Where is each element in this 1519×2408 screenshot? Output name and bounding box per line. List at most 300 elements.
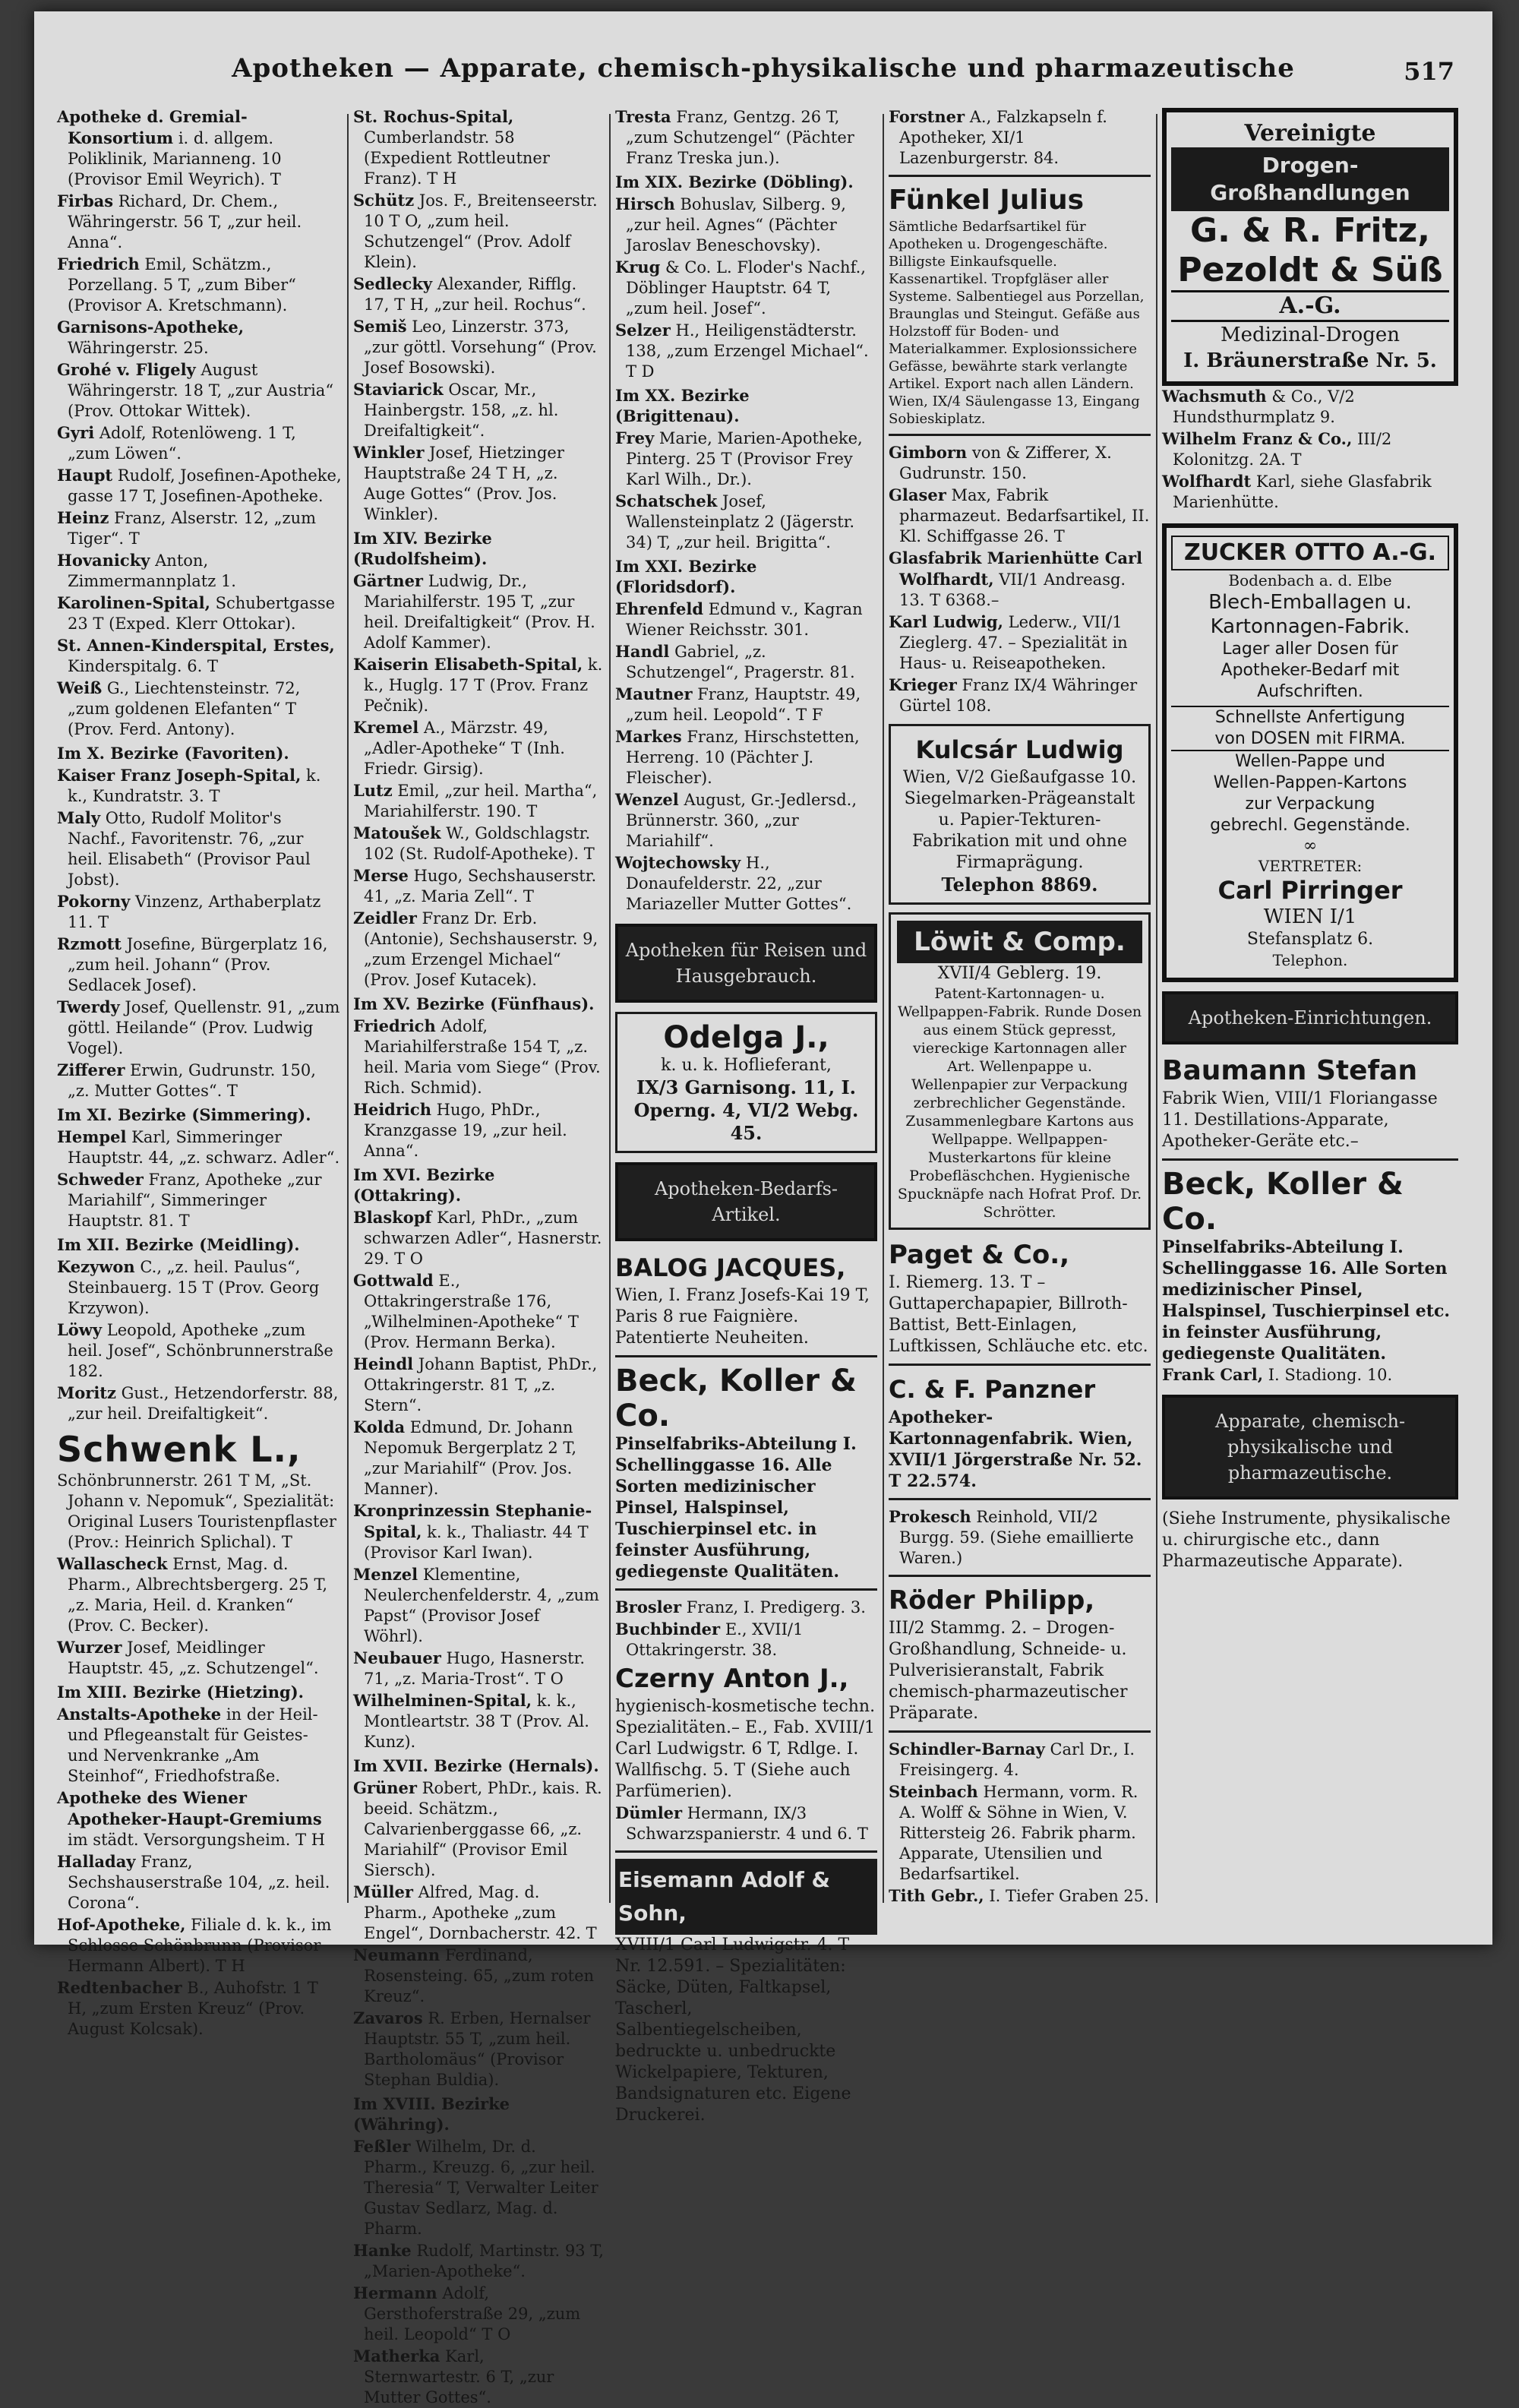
ad-line: A.-G.: [1171, 290, 1449, 322]
listing-details: Carl Dr., I. Freisingerg. 4.: [899, 1740, 1135, 1779]
listing-entry: [889, 1781, 1151, 1885]
listing-name: Dümler: [615, 1803, 683, 1822]
listing-details: Karl, siehe Glasfabrik Marienhütte.: [1173, 472, 1432, 511]
listing-entry: [57, 1383, 342, 1424]
divider: [615, 1588, 877, 1591]
listing-details: Ernst, Mag. d. Pharm., Albrechtsbergerg. 25 T, „z. Maria, Heil. d. Kranken“ (Prov. C. Becker).: [68, 1555, 328, 1635]
listing-entry: [615, 491, 877, 553]
listing-entry: [889, 1739, 1151, 1781]
listing-name: Apotheke des Wiener Apotheker-Haupt-Gremiums: [57, 1788, 322, 1828]
ad-text: III/2 Stammg. 2. – Drogen-Großhandlung, Schneide- u. Pulverisieranstalt, Fabrik chemisch-pharmazeutischer Präparate.: [889, 1619, 1128, 1723]
listing-entry: [57, 1787, 342, 1850]
ad-line: I. Bräunerstraße Nr. 5.: [1183, 349, 1437, 372]
ad-line: Apotheker-Bedarf mit: [1221, 661, 1400, 680]
entry-list: [615, 1597, 877, 1661]
listing-details: Josef, Quellenstr. 91, „zum göttl. Heilande“ (Prov. Ludwig Vogel).: [68, 998, 340, 1057]
listing-entry: [57, 317, 342, 359]
listing-entry: [57, 191, 342, 253]
ad-kulcsar: [889, 724, 1151, 905]
listing-details: W., Goldschlagstr. 102 (St. Rudolf-Apotheke). T: [364, 824, 595, 863]
listing-details: Josef, Meidlinger Hauptstr. 45, „z. Schutzengel“.: [68, 1639, 319, 1677]
column-3: [615, 106, 877, 2125]
district-heading: Im XX. Bezirke (Brigittenau).: [615, 386, 750, 425]
listing-name: Heinz: [57, 508, 109, 527]
ad-eisemann: [615, 1859, 877, 2126]
listing-name: Grüner: [353, 1778, 417, 1797]
listing-details: Erwin, Gudrunstr. 150, „z. Mutter Gottes“. T: [68, 1061, 316, 1100]
listing-name: Matherka: [353, 2346, 441, 2365]
listing-name: Anstalts-Apotheke: [57, 1705, 222, 1724]
ad-title: C. & F. Panzner: [889, 1375, 1096, 1404]
listing-details: Emil, Schätzm., Porzellang. 5 T, „zum Biber“ (Provisor A. Kretschmann).: [68, 255, 296, 314]
listing-name: Wojtechowsky: [615, 853, 741, 872]
listing-name: Forstner: [889, 107, 965, 126]
entry-list: [57, 106, 342, 740]
listing-details: Schönbrunnerstr. 261 T M, „St. Johann v. Nepomuk“, Spezialität: Original Lusers Touristenpflaster (Prov.: Heinrich Splichal). T: [57, 1471, 336, 1551]
listing-details: Hermann, IX/3 Schwarzspanierstr. 4 und 6. T: [626, 1804, 868, 1843]
divider: [889, 1575, 1151, 1577]
listing-name: Moritz: [57, 1383, 116, 1402]
listing-name: Karl Ludwig,: [889, 612, 1003, 631]
listing-entry: [57, 593, 342, 634]
listing-details: in der Heil- und Pflegeanstalt für Geistes- und Nervenkranke „Am Steinhof“, Friedhofstraße.: [68, 1705, 318, 1785]
listing-details: Leo, Linzerstr. 373, „zur göttl. Vorsehung“ (Prov. Josef Bosowski).: [364, 318, 597, 377]
listing-name: Maly: [57, 808, 101, 827]
listing-entry: [353, 823, 604, 864]
listing-details: Schubertgasse 23 T (Exped. Klerr Ottokar).: [68, 594, 336, 633]
listing-details: Franz, Hirschstetten, Herreng. 10 (Pächter J. Fleischer).: [626, 728, 860, 787]
entry-list: [889, 106, 1151, 169]
district-heading: Im XI. Bezirke (Simmering).: [57, 1105, 311, 1124]
district-heading: Im XVIII. Bezirke (Währing).: [353, 2094, 510, 2134]
district-heading: Im XV. Bezirke (Fünfhaus).: [353, 994, 595, 1013]
listing-name: Grohé v. Fligely: [57, 360, 196, 379]
ad-title: Röder Philipp,: [889, 1585, 1095, 1616]
listing-details: Franz, Sechshauserstraße 104, „z. heil. Corona“.: [68, 1853, 330, 1912]
entry-list: [353, 570, 604, 991]
listing-entry: [57, 934, 342, 996]
district-heading: Im XII. Bezirke (Meidling).: [57, 1235, 300, 1254]
column-rule: [347, 114, 349, 1903]
listing-name: Heindl: [353, 1354, 414, 1373]
ad-balog: [615, 1250, 877, 1349]
listing-details: Adolf, Gersthoferstraße 29, „zum heil. Leopold“ T O: [364, 2284, 581, 2343]
listing-details: Max, Fabrik pharmazeut. Bedarfsartikel, II. Kl. Schiffgasse 26. T: [899, 486, 1150, 545]
listing-name: St. Annen-Kinderspital, Erstes,: [57, 636, 335, 655]
listing-entry: [353, 654, 604, 716]
ad-title: Fünkel Julius: [889, 185, 1085, 216]
listing-entry: [57, 1553, 342, 1636]
listing-details: Edmund v., Kagran Wiener Reichsstr. 301.: [626, 600, 863, 639]
listing-details: Karl, PhDr., „zum schwarzen Adler“, Hasnerstr. 29. T O: [364, 1209, 602, 1268]
listing-name: Feßler: [353, 2137, 411, 2156]
listing-entry: [57, 465, 342, 507]
listing-name: Menzel: [353, 1565, 418, 1584]
ad-title: Odelga J.,: [663, 1020, 829, 1055]
ad-line: IX/3 Garnisong. 11, I. Operng. 4, VI/2 Webg. 45.: [633, 1076, 859, 1144]
listing-entry: [353, 780, 604, 822]
listing-details: k. k., Thaliastr. 44 T (Provisor Karl Iwan).: [364, 1523, 589, 1562]
entry-list: [615, 106, 877, 169]
ad-title: Eisemann Adolf & Sohn,: [615, 1859, 877, 1935]
section-banner: Apotheken für Reisen und Hausgebrauch.: [615, 924, 877, 1003]
entry-list: [889, 442, 1151, 716]
ad-line: Medizinal-Drogen: [1220, 324, 1401, 346]
listing-details: Filiale d. k. k., im Schlosse Schönbrunn (Provisor Hermann Albert). T H: [68, 1916, 332, 1975]
listing-details: I. Stadiong. 10.: [1268, 1366, 1393, 1384]
listing-name: Sedlecky: [353, 274, 433, 293]
listing-entry: [353, 2283, 604, 2345]
listing-details: Franz Dr. Erb. (Antonie), Sechshauserstr. 9, „zum Erzengel Michael“ (Prov. Josef Kutacek).: [364, 909, 598, 989]
listing-details: Leopold, Apotheke „zum heil. Josef“, Schönbrunnerstraße 182.: [68, 1321, 333, 1380]
listing-entry: [57, 254, 342, 316]
ad-line: gebrechl. Gegenstände.: [1210, 816, 1410, 835]
column-5: [1162, 106, 1458, 1910]
listing-details: Hermann, vorm. R. A. Wolff & Söhne in Wien, V. Rittersteig 26. Fabrik pharm. Apparate, Utensilien und Bedarfsartikel.: [899, 1783, 1138, 1883]
listing-entry: [57, 1470, 342, 1553]
listing-name: Karolinen-Spital,: [57, 593, 210, 612]
listing-entry: [615, 194, 877, 256]
divider: [615, 1850, 877, 1853]
listing-details: Reinhold, VII/2 Burgg. 59. (Siehe emaillierte Waren.): [899, 1508, 1134, 1567]
listing-name: St. Rochus-Spital,: [353, 107, 514, 126]
entry-list: [1162, 386, 1458, 513]
section-banner: Apotheken-Bedarfs-Artikel.: [615, 1162, 877, 1241]
listing-entry: [889, 442, 1151, 484]
district-heading: Im XIV. Bezirke (Rudolfsheim).: [353, 529, 492, 568]
listing-name-large: Schwenk L.,: [57, 1429, 302, 1470]
divider: [889, 175, 1151, 177]
listing-name: Markes: [615, 727, 682, 746]
entry-list: [353, 1207, 604, 1752]
listing-entry: [353, 106, 604, 189]
entry-list: [615, 428, 877, 553]
listing-name: Semiš: [353, 317, 407, 336]
ad-text: Fabrik Wien, VIII/1 Floriangasse 11. Destillations-Apparate, Apotheker-Geräte etc.–: [1162, 1089, 1438, 1151]
listing-name: Tresta: [615, 107, 671, 126]
divider: [889, 1498, 1151, 1500]
section-banner: Apparate, chemisch-physikalische und pharmazeutische.: [1162, 1395, 1458, 1499]
listing-entry: [57, 765, 342, 807]
listing-name: Twerdy: [57, 997, 120, 1016]
listing-entry: [57, 635, 342, 677]
listing-entry: [57, 1851, 342, 1913]
divider: [615, 1355, 877, 1357]
listing-name: Pokorny: [57, 892, 131, 911]
ad-roder: [889, 1583, 1151, 1724]
listing-entry: [889, 1506, 1151, 1569]
ad-line: Drogen-Großhandlungen: [1171, 147, 1449, 211]
listing-details: Adolf, Mariahilferstraße 154 T, „z. heil. Maria vom Siege“ (Prov. Rich. Schmid).: [364, 1017, 601, 1097]
listing-details: Anton, Zimmermannplatz 1.: [68, 551, 236, 590]
listing-name: Hermann: [353, 2283, 437, 2302]
listing-entry: [57, 1127, 342, 1168]
ad-text: Apotheker-Kartonnagenfabrik. Wien, XVII/1 Jörgerstraße Nr. 52. T 22.574.: [889, 1408, 1142, 1491]
listing-name: Krug: [615, 258, 661, 277]
ad-line: Stefansplatz 6.: [1246, 930, 1374, 949]
listing-entry: [1162, 1364, 1458, 1386]
ad-odelga: [615, 1012, 877, 1153]
listing-name: Neumann: [353, 1945, 441, 1964]
ad-text: Wien, V/2 Gießaufgasse 10. Siegelmarken-Prägeanstalt u. Papier-Tekturen-Fabrikation mit und ohne Firmaprägung.: [902, 768, 1137, 872]
listing-details: Emil, „zur heil. Martha“, Mariahilferstr. 190. T: [364, 782, 598, 820]
listing-details: R. Erben, Hernalser Hauptstr. 55 T, „zum heil. Bartholomäus“ (Provisor Stephan Buldia).: [364, 2009, 591, 2089]
ad-baumann: [1162, 1054, 1458, 1152]
listing-details: Franz, Alserstr. 12, „zum Tiger“. T: [68, 509, 317, 548]
listing-name: Kezywon: [57, 1257, 135, 1276]
listing-name: Weiß: [57, 678, 103, 697]
listing-name: Haupt: [57, 466, 113, 485]
ad-line: Aufschriften.: [1257, 682, 1363, 701]
listing-details: August Währingerstr. 18 T, „zur Austria“ (Prov. Ottokar Wittek).: [68, 361, 334, 420]
listing-entry: [57, 1169, 342, 1231]
entry-list: [57, 1704, 342, 2040]
ad-line: k. u. k. Hoflieferant,: [661, 1056, 832, 1075]
section-banner: Apotheken-Einrichtungen.: [1162, 991, 1458, 1044]
listing-name: Buchbinder: [615, 1620, 721, 1639]
ad-line: zur Verpackung: [1245, 795, 1375, 814]
listing-name: Gimborn: [889, 443, 968, 462]
listing-entry: [353, 1417, 604, 1499]
listing-name: Kremel: [353, 718, 419, 737]
listing-entry: [353, 908, 604, 991]
listing-details: Edmund, Dr. Johann Nepomuk Bergerplatz 2 T, „zur Mariahilf“ (Prov. Jos. Manner).: [364, 1418, 577, 1498]
listing-entry: [57, 1914, 342, 1977]
ad-beck-koller: [615, 1364, 877, 1582]
listing-name: Gottwald: [353, 1271, 434, 1290]
listing-details: Jos. F., Breitenseerstr. 10 T O, „zum heil. Schutzengel“ (Prov. Adolf Klein).: [364, 191, 598, 271]
listing-entry: [57, 422, 342, 464]
listing-name: Glaser: [889, 485, 946, 504]
listing-entry: [353, 570, 604, 653]
divider: [889, 1364, 1151, 1366]
listing-name: Friedrich: [57, 254, 140, 273]
listing-name: Heidrich: [353, 1100, 431, 1119]
ad-czerny: [615, 1661, 877, 1803]
listing-name: Steinbach: [889, 1782, 978, 1801]
listing-details: Cumberlandstr. 58 (Expedient Rottleutner Franz). T H: [364, 128, 550, 188]
listing-entry: [353, 2008, 604, 2090]
listing-details: Karl, Sternwartestr. 6 T, „zur Mutter Gottes“.: [364, 2347, 554, 2406]
listing-name: Brosler: [615, 1597, 682, 1616]
listing-details: Josef, Hietzinger Hauptstraße 24 T H, „z. Auge Gottes“ (Prov. Jos. Winkler).: [364, 444, 564, 523]
district-heading: Im XVI. Bezirke (Ottakring).: [353, 1165, 495, 1205]
listing-name: Zifferer: [57, 1060, 125, 1079]
listing-entry: [57, 359, 342, 422]
listing-details: & Co. L. Floder's Nachf., Döblinger Hauptstr. 64 T, „zum heil. Josef“.: [626, 258, 866, 318]
ad-title: Kulcsár Ludwig: [915, 735, 1124, 764]
listing-name: Matoušek: [353, 823, 441, 842]
listing-details: & Co., V/2 Hundsthurmplatz 9.: [1173, 387, 1355, 426]
listing-details: k. k., Kundratstr. 3. T: [68, 766, 321, 805]
listing-entry: [889, 548, 1151, 611]
district-heading: Im XIX. Bezirke (Döbling).: [615, 172, 854, 191]
listing-name: Firbas: [57, 191, 114, 210]
ad-beck-koller-2: [1162, 1167, 1458, 1364]
listing-details: Hugo, PhDr., Kranzgasse 19, „zur heil. Anna“.: [364, 1101, 567, 1160]
listing-entry: [353, 1207, 604, 1269]
listing-details: Gabriel, „z. Schutzengel“, Pragerstr. 81.: [626, 643, 855, 681]
listing-details: Wilhelm, Dr. d. Pharm., Kreuzg. 6, „zur heil. Theresia“ T, Verwalter Leiter Gustav Sedlarz, Mag. d. Pharm.: [364, 2138, 598, 2238]
listing-details: C., „z. heil. Paulus“, Steinbauerg. 15 T (Prov. Georg Krzywon).: [68, 1258, 320, 1317]
listing-entry: [1162, 428, 1458, 470]
ad-title: Beck, Koller & Co.: [615, 1364, 857, 1433]
listing-name: Schütz: [353, 191, 415, 210]
listing-details: Währingerstr. 25.: [68, 339, 209, 357]
listing-details: Franz IX/4 Währinger Gürtel 108.: [899, 676, 1138, 715]
listing-details: A., Märzstr. 49, „Adler-Apotheke“ T (Inh. Friedr. Girsig).: [364, 719, 565, 778]
ad-title: ZUCKER OTTO A.-G.: [1171, 536, 1449, 570]
ad-line: VERTRETER:: [1258, 857, 1363, 875]
ad-line: Vereinigte: [1244, 120, 1376, 147]
listing-entry: [353, 442, 604, 525]
ad-title: Baumann Stefan: [1162, 1055, 1418, 1086]
entry-list: [615, 599, 877, 915]
listing-entry: [353, 1882, 604, 1944]
ad-text: Sämtliche Bedarfsartikel für Apotheken u. Drogengeschäfte. Billigste Einkaufsquelle. Kassenartikel. Tropfgläser aller Systeme. Salbentiegel aus Porzellan, Braunglas und Steingut. Gefäße aus Holzstoff für Boden- und Materialkammer. Explosionssichere Gefässe, bewährte stark verlangte Artikel. Export nach allen Ländern. Wien, IX/4 Säulengasse 13, Eingang Sobieskiplatz.: [889, 219, 1145, 427]
listing-entry: [615, 789, 877, 852]
ad-text: Wien, I. Franz Josefs-Kai 19 T, Paris 8 rue Faignière. Patentierte Neuheiten.: [615, 1286, 870, 1348]
listing-entry: [57, 550, 342, 592]
listing-name: Krieger: [889, 675, 957, 694]
listing-name: Prokesch: [889, 1507, 971, 1526]
listing-entry: [1162, 386, 1458, 428]
listing-entry: [57, 1256, 342, 1319]
listing-details: Alfred, Mag. d. Pharm., Apotheke „zum Engel“, Dornbacherstr. 42. T: [364, 1883, 597, 1942]
listing-entry: [353, 1690, 604, 1752]
listing-entry: [889, 1885, 1151, 1907]
listing-name: Wilhelminen-Spital,: [353, 1691, 532, 1710]
listing-name: Kolda: [353, 1417, 406, 1436]
ad-line: Wellen-Pappe und: [1235, 752, 1385, 771]
ad-title: BALOG JACQUES,: [615, 1253, 846, 1282]
listing-entry: [615, 726, 877, 788]
ad-text: Patent-Kartonnagen- u. Wellpappen-Fabrik. Runde Dosen aus einem Stück gepresst, viereckige Kartonnagen aller Art. Wellenpappe u. Wellenpapier zur Verpackung zerbrechlicher Gegenstände. Zusammenlegbare Kartons aus Wellpappe. Wellpappen-Musterkartons für kleine Probefläschchen. Hygienische Spucknäpfe nach Hofrat Prof. Dr. Schrötter.: [897, 985, 1142, 1221]
listing-entry: [353, 1564, 604, 1647]
listing-entry: [1162, 471, 1458, 513]
listing-entry: [353, 1099, 604, 1161]
entry-list: [353, 1778, 604, 2090]
listing-entry: [353, 865, 604, 907]
ad-panzner: [889, 1372, 1151, 1492]
listing-name: Lutz: [353, 781, 393, 800]
column-rule: [1156, 114, 1157, 1903]
listing-details: August, Gr.-Jedlersd., Brünnerstr. 360, „zur Mariahilf“.: [626, 791, 857, 850]
listing-name: Zavaros: [353, 2008, 423, 2027]
ad-text: XVIII/1 Carl Ludwigstr. 4. T Nr. 12.591. – Spezialitäten: Säcke, Düten, Faltkapsel, Tascherl, Salbentiegelscheiben, bedruckte u. unbedruckte Wickelpapiere, Tekturen, Bandsignaturen etc. Eigene Druckerei.: [615, 1936, 851, 2125]
entry-list: [353, 1016, 604, 1161]
listing-name: Hof-Apotheke,: [57, 1915, 186, 1934]
listing-name: Winkler: [353, 443, 425, 462]
listing-name: Tith Gebr.,: [889, 1886, 984, 1905]
entry-list: [57, 765, 342, 1101]
listing-name: Neubauer: [353, 1648, 441, 1667]
listing-details: Hugo, Hasnerstr. 71, „z. Maria-Trost“. T O: [364, 1649, 585, 1688]
ad-line: Lager aller Dosen für: [1222, 640, 1398, 659]
listing-entry: [889, 611, 1151, 674]
entry-list: [615, 194, 877, 382]
directory-page: [34, 11, 1492, 2406]
listing-details: Karl, Simmeringer Hauptstr. 44, „z. schwarz. Adler“.: [68, 1128, 340, 1167]
ad-vereinigte-drogen: [1162, 108, 1458, 386]
listing-name: Frey: [615, 428, 655, 447]
ad-text: hygienisch-kosmetische techn. Spezialitäten.– E., Fab. XVIII/1 Carl Ludwigstr. 6 T, Rdlge. I. Wallfischg. 5. T (Siehe auch Parfümerien).: [615, 1697, 876, 1801]
listing-details: E., XVII/1 Ottakringerstr. 38.: [626, 1620, 804, 1659]
listing-name: Kronprinzessin Stephanie-Spital,: [353, 1501, 592, 1541]
listing-details: Ferdinand, Rosensteing. 65, „zum roten Kreuz“.: [364, 1946, 595, 2005]
ad-text: Pinselfabriks-Abteilung I. Schellinggasse 16. Alle Sorten medizinischer Pinsel, Halspinsel, Tuschierpinsel etc. in feinster Ausführung, gediegenste Qualitäten.: [615, 1434, 857, 1582]
entry-list: [57, 1470, 342, 1679]
listing-entry: [615, 1597, 877, 1618]
listing-details: Adolf, Rotenlöweng. 1 T, „zum Löwen“.: [68, 424, 296, 463]
listing-entry: [57, 106, 342, 190]
listing-entry: [615, 1803, 877, 1844]
listing-entry: [889, 675, 1151, 716]
ad-line: Blech-Emballagen u.: [1208, 591, 1412, 614]
district-heading: Im XXI. Bezirke (Floridsdorf).: [615, 557, 757, 596]
listing-details: Johann Baptist, PhDr., Ottakringerstr. 81 T, „z. Stern“.: [364, 1355, 598, 1414]
page-title: Apotheken — Apparate, chemisch-physikalische und pharmazeutische: [232, 53, 1295, 84]
listing-entry: [353, 1778, 604, 1881]
listing-details: Robert, PhDr., kais. R. beeid. Schätzm., Calvarienberggasse 66, „z. Mariahilf“ (Provisor Emil Siersch).: [364, 1779, 602, 1879]
listing-entry: [615, 684, 877, 725]
listing-details: Oscar, Mr., Hainbergstr. 158, „z. hl. Dreifaltigkeit“.: [364, 381, 559, 440]
listing-name: Wurzer: [57, 1638, 122, 1657]
listing-entry: [889, 106, 1151, 169]
entry-list: [1162, 1364, 1458, 1386]
listing-name: Wachsmuth: [1162, 387, 1267, 406]
listing-name: Hirsch: [615, 194, 675, 213]
listing-name: Schatschek: [615, 491, 718, 510]
listing-name: Hempel: [57, 1127, 127, 1146]
listing-details: I. Tiefer Graben 25.: [989, 1887, 1149, 1905]
listing-name: Glasfabrik Marienhütte Carl Wolfhardt,: [889, 548, 1143, 589]
listing-entry: [615, 852, 877, 915]
listing-details: III/2 Kolonitzg. 2A. T: [1173, 430, 1392, 469]
listing-name: Hovanicky: [57, 551, 150, 570]
listing-details: Otto, Rudolf Molitor's Nachf., Favoritenstr. 76, „zur heil. Elisabeth“ (Provisor Paul Jobst).: [68, 809, 311, 889]
listing-entry: [615, 599, 877, 640]
listing-entry: [57, 807, 342, 890]
listing-entry: [889, 485, 1151, 547]
ad-title: Beck, Koller & Co.: [1162, 1167, 1404, 1237]
listing-name: Frank Carl,: [1162, 1365, 1264, 1384]
listing-name: Löwy: [57, 1320, 103, 1339]
listing-entry: [57, 1704, 342, 1787]
listing-entry: [57, 1319, 342, 1382]
listing-details: Franz, Apotheke „zur Mariahilf“, Simmeringer Hauptstr. 81. T: [68, 1171, 322, 1230]
listing-details: H., Heiligenstädterstr. 138, „zum Erzengel Michael“. T D: [626, 321, 869, 381]
listing-entry: [57, 997, 342, 1059]
listing-name: Merse: [353, 866, 409, 885]
listing-entry: [57, 1977, 342, 2040]
listing-name: Wolfhardt: [1162, 472, 1252, 491]
listing-entry: [353, 190, 604, 273]
entry-list: [889, 1739, 1151, 1907]
listing-details: Bohuslav, Silberg. 9, „zur heil. Agnes“ (Pächter Jaroslav Beneschovsky).: [626, 195, 846, 254]
ad-paget: [889, 1237, 1151, 1357]
listing-name: Gärtner: [353, 571, 423, 590]
listing-entry: [57, 1637, 342, 1679]
listing-name: Wilhelm Franz & Co.,: [1162, 429, 1353, 448]
column-4: [889, 106, 1151, 1910]
listing-entry: [353, 2346, 604, 2408]
listing-name: Kaiserin Elisabeth-Spital,: [353, 655, 583, 674]
ad-line: WIEN I/1: [1263, 905, 1357, 928]
listing-entry: [353, 2240, 604, 2282]
ad-line: XVII/4 Geblerg. 19.: [937, 964, 1102, 983]
column-1: [57, 106, 342, 2038]
